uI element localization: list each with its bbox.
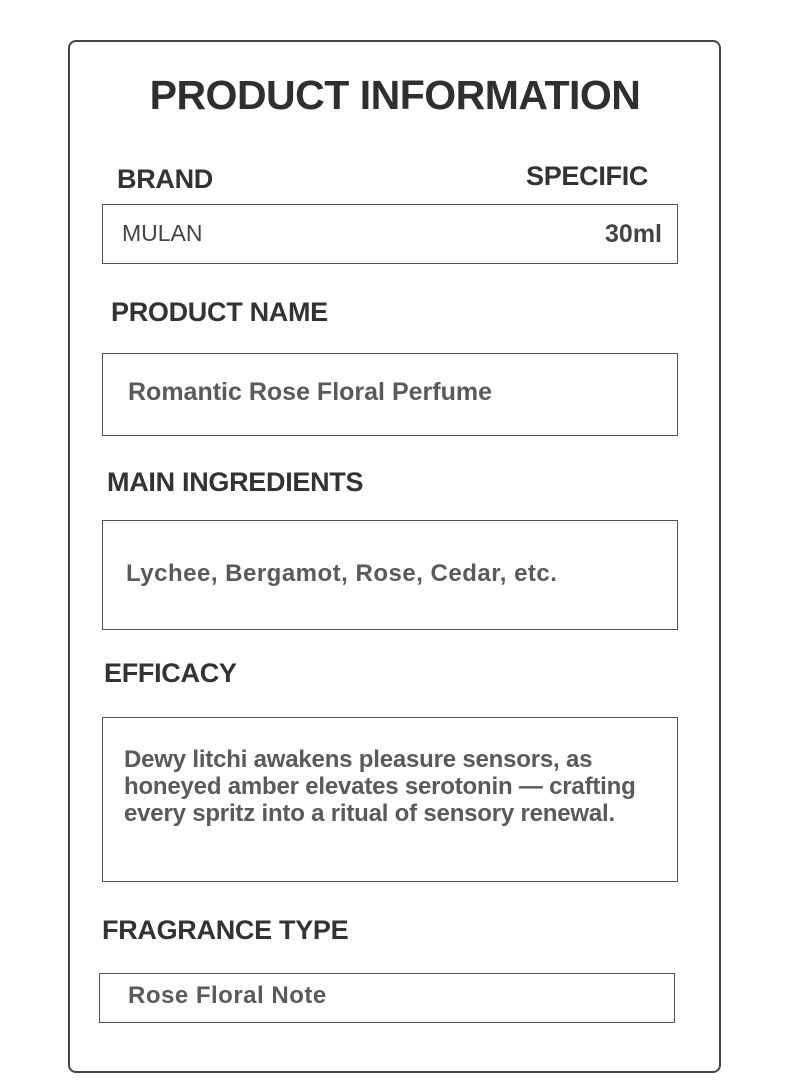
product-name-value: Romantic Rose Floral Perfume xyxy=(128,378,492,406)
main-ingredients-value: Lychee, Bergamot, Rose, Cedar, etc. xyxy=(126,560,558,587)
specific-label: SPECIFIC xyxy=(526,161,649,191)
main-ingredients-label: MAIN INGREDIENTS xyxy=(107,467,364,497)
specific-value: 30ml xyxy=(605,220,662,248)
efficacy-value: Dewy litchi awakens pleasure sensors, as honeyed amber elevates serotonin — crafting every spritz into a ritual of sensory renewal. xyxy=(124,746,636,827)
efficacy-label: EFFICACY xyxy=(104,658,237,688)
brand-value: MULAN xyxy=(122,220,203,246)
product-name-label: PRODUCT NAME xyxy=(111,297,328,327)
fragrance-type-value: Rose Floral Note xyxy=(128,982,327,1009)
fragrance-type-label: FRAGRANCE TYPE xyxy=(102,915,349,945)
page-title: PRODUCT INFORMATION xyxy=(149,72,641,118)
brand-label: BRAND xyxy=(117,164,213,194)
